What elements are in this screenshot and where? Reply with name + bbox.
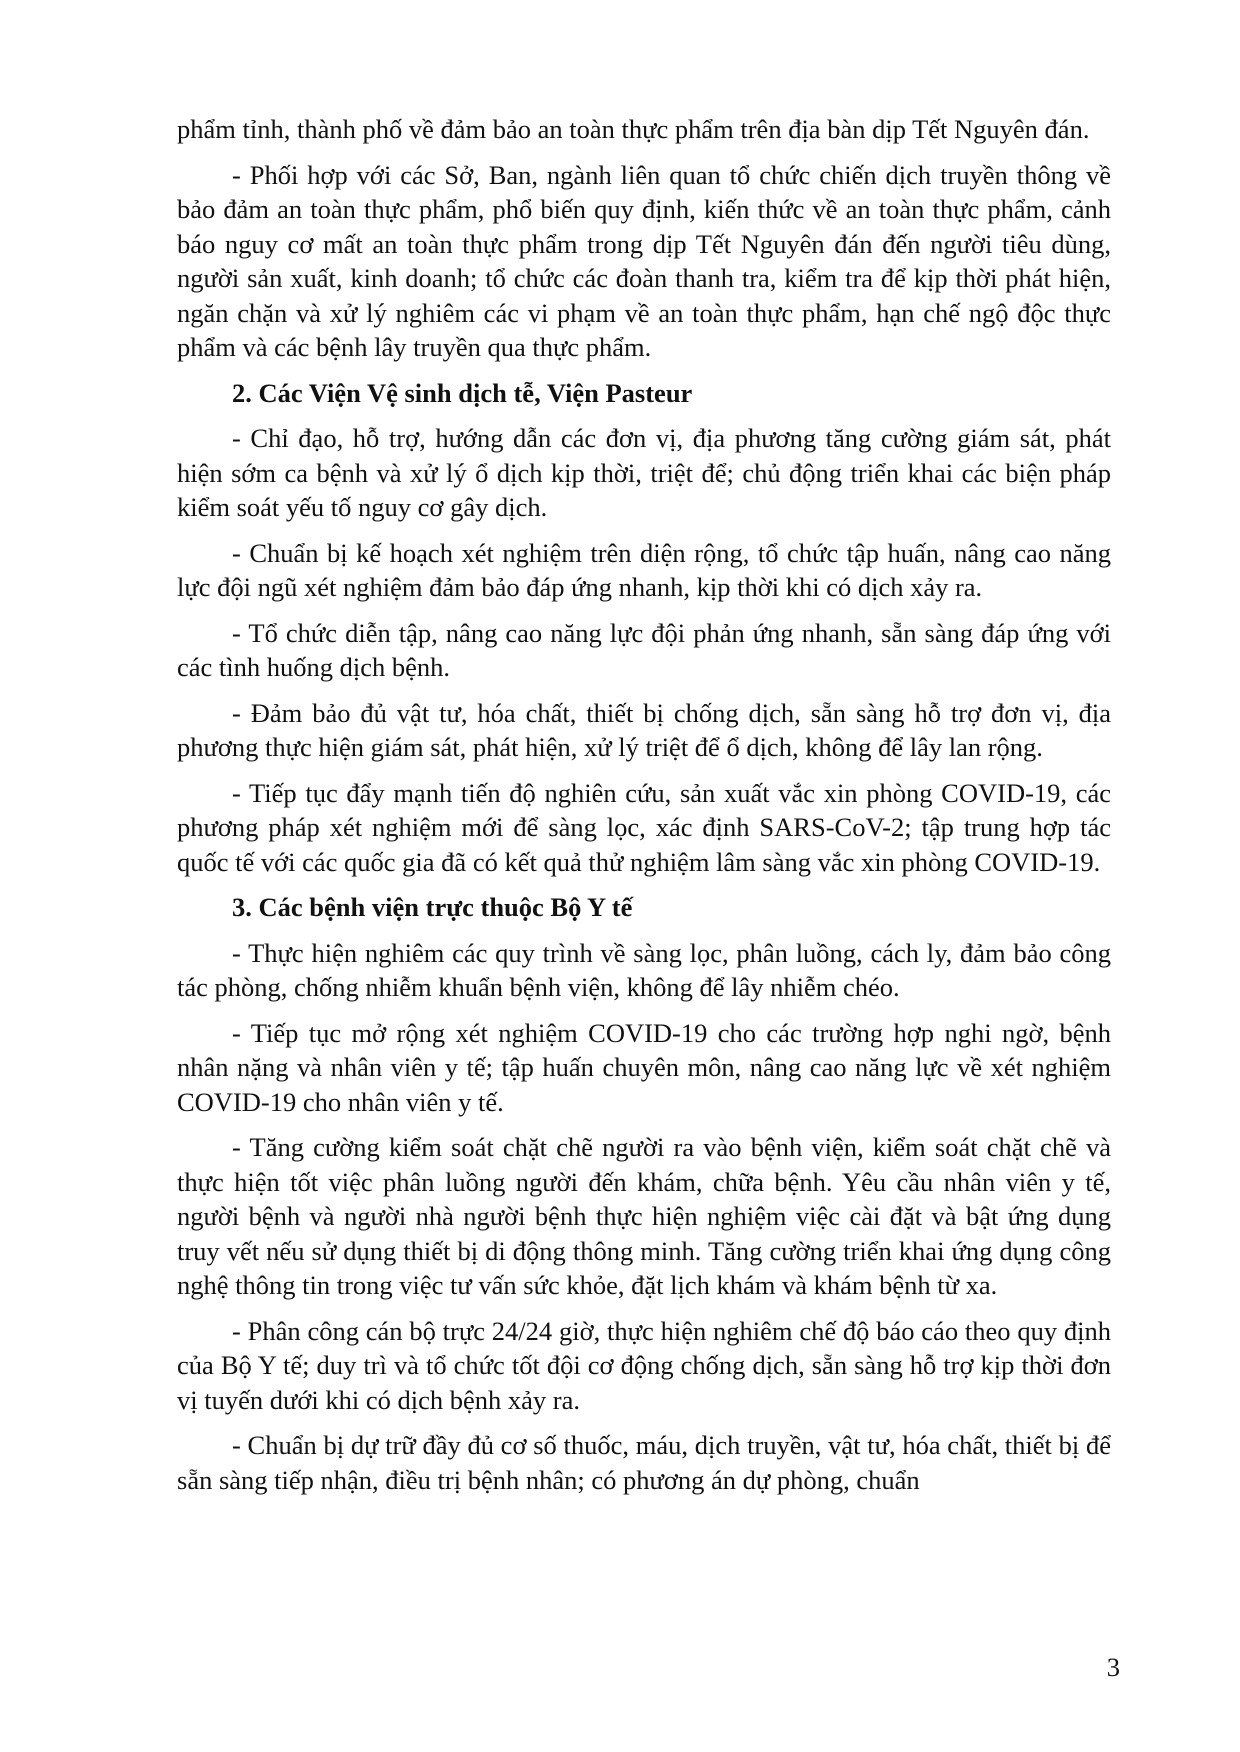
paragraph: - Tăng cường kiểm soát chặt chẽ người ra vào bệnh viện, kiểm soát chặt chẽ và thực hiện tốt việc phân luồng người đến khám, chữa bệnh. Yêu cầu nhân viên y tế, người bệnh và người nhà người bệnh thực hiện nghiệm việc cài đặt và bật ứng dụng truy vết nếu sử dụng thiết bị di động thông minh. Tăng cường triển khai ứng dụng công nghệ thông tin trong việc tư vấn sức khỏe, đặt lịch khám và khám bệnh từ xa. bbox=[177, 1132, 1111, 1300]
paragraph: - Đảm bảo đủ vật tư, hóa chất, thiết bị chống dịch, sẵn sàng hỗ trợ đơn vị, địa phương thực hiện giám sát, phát hiện, xử lý triệt để ổ dịch, không để lây lan rộng. bbox=[177, 697, 1111, 762]
paragraph: - Tiếp tục mở rộng xét nghiệm COVID-19 cho các trường hợp nghi ngờ, bệnh nhân nặng và nhân viên y tế; tập huấn chuyên môn, nâng cao năng lực về xét nghiệm COVID-19 cho nhân viên y tế. bbox=[177, 1017, 1111, 1117]
paragraph: - Chuẩn bị kế hoạch xét nghiệm trên diện rộng, tổ chức tập huấn, nâng cao năng lực đội ngũ xét nghiệm đảm bảo đáp ứng nhanh, kịp thời khi có dịch xảy ra. bbox=[177, 537, 1111, 602]
paragraph: - Thực hiện nghiêm các quy trình về sàng lọc, phân luồng, cách ly, đảm bảo công tác phòng, chống nhiễm khuẩn bệnh viện, không để lây nhiễm chéo. bbox=[177, 937, 1111, 1002]
paragraph: - Phối hợp với các Sở, Ban, ngành liên quan tổ chức chiến dịch truyền thông về bảo đảm an toàn thực phẩm, phổ biến quy định, kiến thức về an toàn thực phẩm, cảnh báo nguy cơ mất an toàn thực phẩm trong dịp Tết Nguyên đán đến người tiêu dùng, người sản xuất, kinh doanh; tổ chức các đoàn thanh tra, kiểm tra để kịp thời phát hiện, ngăn chặn và xử lý nghiêm các vi phạm về an toàn thực phẩm, hạn chế ngộ độc thực phẩm và các bệnh lây truyền qua thực phẩm. bbox=[177, 159, 1111, 362]
page-number: 3 bbox=[1106, 1652, 1120, 1682]
paragraph: - Chỉ đạo, hỗ trợ, hướng dẫn các đơn vị, địa phương tăng cường giám sát, phát hiện sớm ca bệnh và xử lý ổ dịch kịp thời, triệt để; chủ động triển khai các biện pháp kiểm soát yếu tố nguy cơ gây dịch. bbox=[177, 423, 1111, 522]
paragraph: phẩm tỉnh, thành phố về đảm bảo an toàn thực phẩm trên địa bàn dịp Tết Nguyên đán. bbox=[177, 114, 1090, 144]
section-heading: 2. Các Viện Vệ sinh dịch tễ, Viện Pasteur bbox=[232, 377, 693, 408]
paragraph: - Phân công cán bộ trực 24/24 giờ, thực hiện nghiêm chế độ báo cáo theo quy định của Bộ Y tế; duy trì và tổ chức tốt đội cơ động chống dịch, sẵn sàng hỗ trợ kịp thời đơn vị tuyến dưới khi có dịch bệnh xảy ra. bbox=[177, 1315, 1111, 1415]
paragraph: - Tiếp tục đẩy mạnh tiến độ nghiên cứu, sản xuất vắc xin phòng COVID-19, các phương pháp xét nghiệm mới để sàng lọc, xác định SARS-CoV-2; tập trung hợp tác quốc tế với các quốc gia đã có kết quả thử nghiệm lâm sàng vắc xin phòng COVID-19. bbox=[177, 777, 1111, 877]
paragraph: - Tổ chức diễn tập, nâng cao năng lực đội phản ứng nhanh, sẵn sàng đáp ứng với các tình huống dịch bệnh. bbox=[177, 617, 1111, 682]
paragraph: - Chuẩn bị dự trữ đầy đủ cơ số thuốc, máu, dịch truyền, vật tư, hóa chất, thiết bị để sẵn sàng tiếp nhận, điều trị bệnh nhân; có phương án dự phòng, chuẩn bbox=[177, 1430, 1111, 1495]
document-page bbox=[177, 112, 1111, 1508]
section-heading: 3. Các bệnh viện trực thuộc Bộ Y tế bbox=[232, 892, 633, 922]
